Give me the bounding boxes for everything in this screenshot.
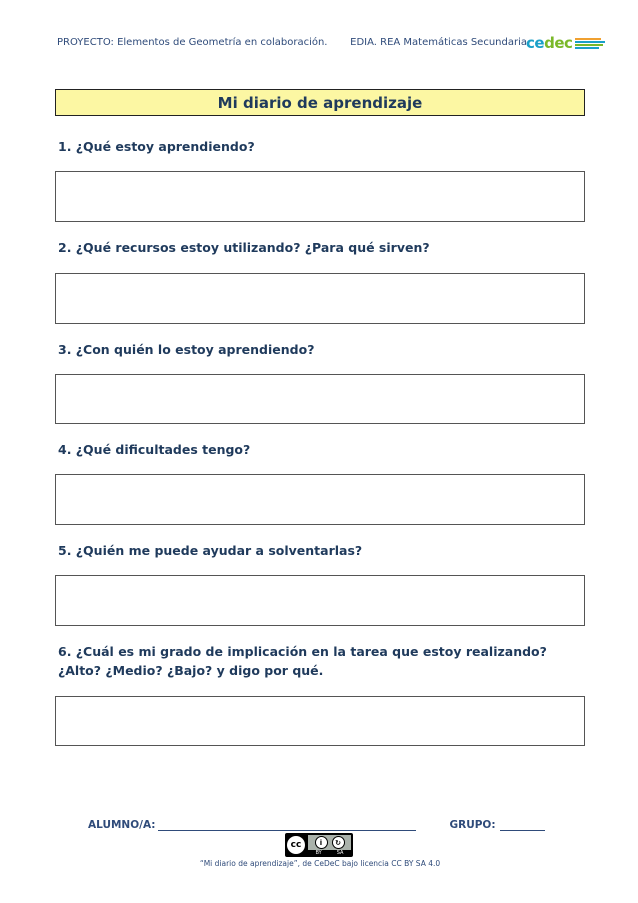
answer-box-5[interactable] [55,575,585,626]
logo-wordmark: cedec [526,34,573,52]
answer-box-2[interactable] [55,273,585,324]
project-label: PROYECTO: Elementos de Geometría en colaboración. [57,37,328,48]
answer-box-1[interactable] [55,171,585,222]
share-alike-icon: ↻ [332,836,345,849]
alumno-field[interactable] [158,820,416,831]
license-credit: “Mi diario de aprendizaje”, de CeDeC bajo licencia CC BY SA 4.0 [199,859,441,868]
question-1: 1. ¿Qué estoy aprendiendo? [58,139,255,154]
attribution-icon: i [315,836,328,849]
cedec-logo-icon [526,28,610,58]
question-6: 6. ¿Cuál es mi grado de implicación en la tarea que estoy realizando? ¿Alto? ¿Medio? ¿Bajo? y digo por qué. [58,644,547,678]
answer-box-4[interactable] [55,474,585,525]
answer-box-6[interactable] [55,696,585,746]
page-title: Mi diario de aprendizaje [55,89,585,116]
question-2: 2. ¿Qué recursos estoy utilizando? ¿Para qué sirven? [58,240,430,255]
question-3: 3. ¿Con quién lo estoy aprendiendo? [58,342,315,357]
logo-tagline-lines [575,38,605,49]
edia-label: EDIA. REA Matemáticas Secundaria [350,37,527,48]
grupo-field[interactable] [500,820,545,831]
cc-icon: cc [287,836,305,854]
cc-license-panel: i ↻ BY SA [308,835,351,855]
question-4: 4. ¿Qué dificultades tengo? [58,442,251,457]
question-5: 5. ¿Quién me puede ayudar a solventarlas? [58,543,363,558]
cc-by-sa-icon [285,833,353,857]
grupo-label: GRUPO: [449,819,496,831]
alumno-label: ALUMNO/A: [88,819,156,831]
page-header [57,37,527,48]
student-info-line [88,819,548,831]
answer-box-3[interactable] [55,374,585,424]
